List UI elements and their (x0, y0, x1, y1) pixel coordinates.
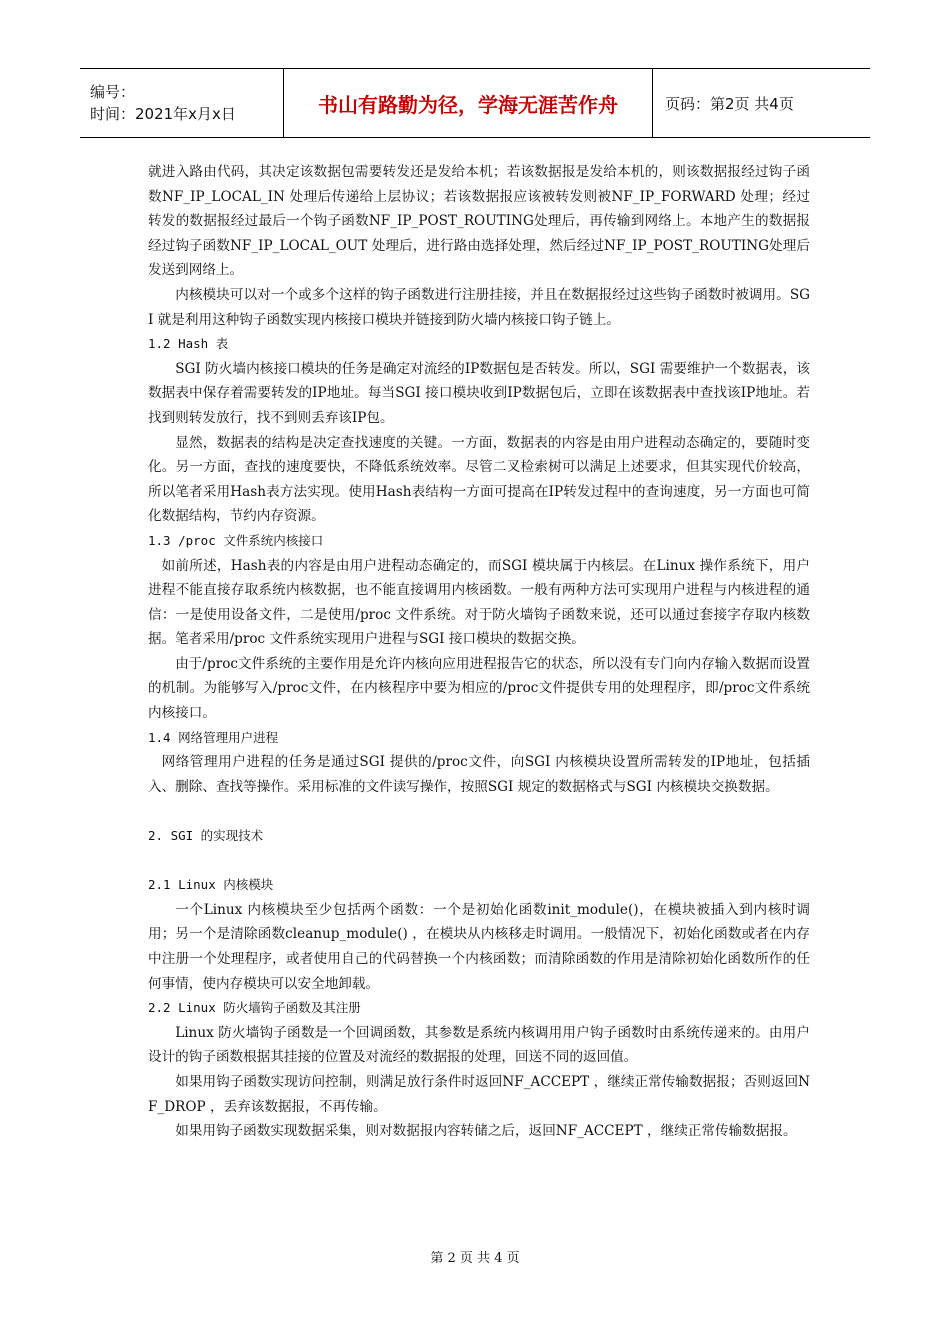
header-motto: 书山有路勤为径，学海无涯苦作舟 (283, 69, 653, 137)
document-body (148, 160, 810, 1144)
spacer (148, 799, 810, 824)
page-footer: 第 2 页 共 4 页 (430, 1251, 520, 1266)
section-heading: 2.2 Linux 防火墙钩子函数及其注册 (148, 1000, 361, 1016)
section-heading: 1.2 Hash 表 (148, 336, 229, 352)
paragraph: 如果用钩子函数实现访问控制，则满足放行条件时返回NF_ACCEPT ，继续正常传输数据报；否则返回NF_DROP ，丢弃该数据报，不再传输。 (148, 1073, 810, 1115)
spacer (148, 849, 810, 874)
header-page-info: 页码：第2页 共4页 (665, 94, 794, 113)
paragraph: 就进入路由代码，其决定该数据包需要转发还是发给本机；若该数据报是发给本机的，则该数据报经过钩子函数NF_IP_LOCAL_IN 处理后传递给上层协议；若该数据报应该被转发则被NF_IP_FORWARD 处理；经过转发的数据报经过最后一个钩子函数NF_IP_POST_ROUTING处理后，再传输到网络上。本地产生的数据报经过钩子函数NF_IP_LOCAL_OUT 处理后，进行路由选择处理，然后经过NF_IP_POST_ROUTING处理后发送到网络上。 (148, 164, 810, 279)
paragraph: Linux 防火墙钩子函数是一个回调函数，其参数是系统内核调用用户钩子函数时由系统传递来的。由用户设计的钩子函数根据其挂接的位置及对流经的数据报的处理，回送不同的返回值。 (148, 1024, 810, 1066)
paragraph: 如果用钩子函数实现数据采集，则对数据报内容转储之后，返回NF_ACCEPT ，继续正常传输数据报。 (175, 1123, 797, 1140)
paragraph: 一个Linux 内核模块至少包括两个函数：一个是初始化函数init_module()，在模块被插入到内核时调用；另一个是清除函数cleanup_module() ，在模块从内核移走时调用。一般情况下，初始化函数或者在内存中注册一个处理程序，或者使用自己的代码替换一个内核函数；而清除函数的作用是清除初始化函数所作的任何事情，使内存模块可以安全地卸载。 (148, 901, 810, 992)
paragraph: 由于/proc文件系统的主要作用是允许内核向应用进程报告它的状态，所以没有专门向内存输入数据而设置的机制。为能够写入/proc文件，在内核程序中要为相应的/proc文件提供专用的处理程序，即/proc文件系统内核接口。 (148, 655, 810, 722)
time-label: 时间：2021年x月x日 (90, 105, 236, 123)
page-header (80, 68, 870, 138)
section-heading: 1.3 /proc 文件系统内核接口 (148, 532, 324, 548)
paragraph: 显然，数据表的结构是决定查找速度的关键。一方面，数据表的内容是由用户进程动态确定的，要随时变化。另一方面，查找的速度要快，不降低系统效率。尽管二叉检索树可以满足上述要求，但其实现代价较高，所以笔者采用Hash表方法实现。使用Hash表结构一方面可提高在IP转发过程中的查询速度，另一方面也可简化数据结构，节约内存资源。 (148, 434, 810, 525)
paragraph: 如前所述，Hash表的内容是由用户进程动态确定的，而SGI 模块属于内核层。在Linux 操作系统下，用户进程不能直接存取系统内核数据，也不能直接调用内核函数。一般有两种方法可实现用户进程与内核进程的通信：一是使用设备文件，二是使用/proc 文件系统。对于防火墙钩子函数来说，还可以通过套接字存取内核数据。笔者采用/proc 文件系统实现用户进程与SGI 接口模块的数据交换。 (148, 557, 810, 648)
paragraph: 内核模块可以对一个或多个这样的钩子函数进行注册挂接，并且在数据报经过这些钩子函数时被调用。SGI 就是利用这种钩子函数实现内核接口模块并链接到防火墙内核接口钩子链上。 (148, 286, 810, 328)
paragraph: 网络管理用户进程的任务是通过SGI 提供的/proc文件，向SGI 内核模块设置所需转发的IP地址，包括插入、删除、查找等操作。采用标准的文件读写操作，按照SGI 规定的数据格式与SGI 内核模块交换数据。 (148, 754, 810, 795)
section-heading: 1.4 网络管理用户进程 (148, 729, 279, 745)
number-label: 编号： (90, 83, 136, 101)
paragraph: SGI 防火墙内核接口模块的任务是确定对流经的IP数据包是否转发。所以，SGI 需要维护一个数据表，该数据表中保存着需要转发的IP地址。每当SGI 接口模块收到IP数据包后，立即在该数据表中查找该IP地址。若找到则转发放行，找不到则丢弃该IP包。 (148, 360, 810, 426)
header-left (80, 69, 283, 137)
section-heading: 2.1 Linux 内核模块 (148, 877, 274, 893)
chapter-heading: 2. SGI 的实现技术 (148, 828, 264, 844)
